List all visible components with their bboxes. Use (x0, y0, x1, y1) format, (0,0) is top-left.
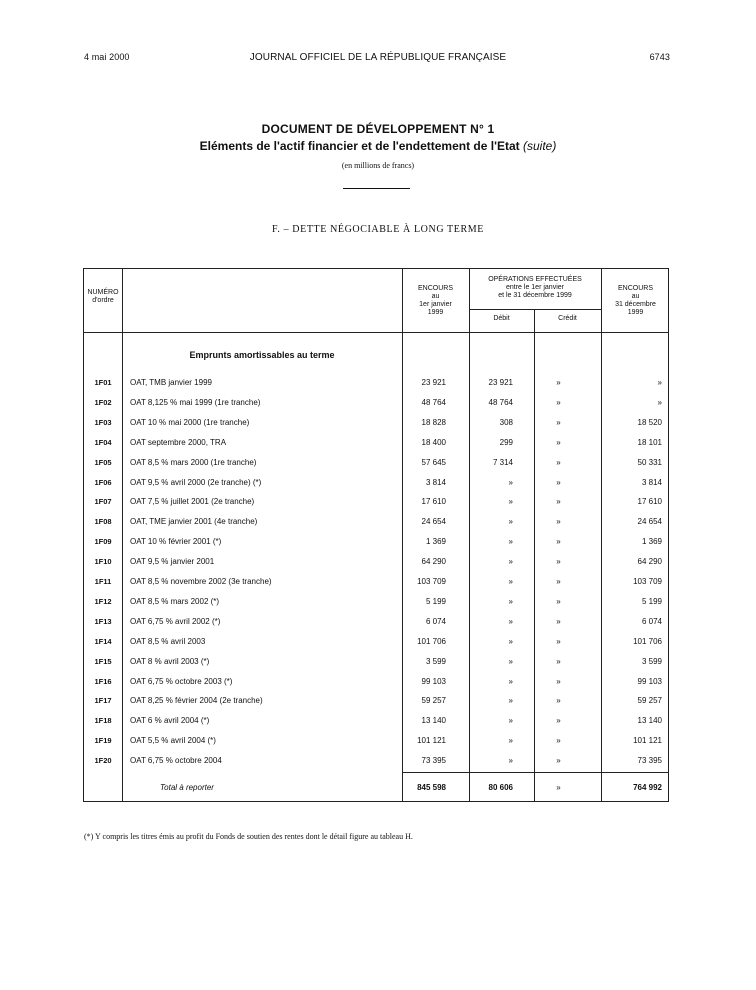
row-debit: 7 314 (492, 458, 513, 467)
row-label (130, 398, 398, 408)
header-operations-line2: entre le 1er janvier (506, 284, 564, 291)
header-date: 4 mai 2000 (84, 52, 130, 62)
row-credit: » (556, 736, 561, 745)
row-encours-debut: 103 709 (417, 577, 446, 586)
row-encours-fin: 101 706 (633, 637, 662, 646)
header-operations-line1: OPÉRATIONS EFFECTUÉES (488, 276, 582, 283)
row-debit: » (508, 617, 513, 626)
row-label (130, 577, 398, 587)
header-credit: Crédit (558, 315, 577, 322)
row-code: 1F11 (94, 577, 112, 586)
row-credit: » (556, 517, 561, 526)
row-debit: » (508, 557, 513, 566)
row-label-text: OAT, TME janvier 2001 (4e tranche) (130, 517, 258, 526)
row-debit: » (508, 577, 513, 586)
row-label-text: OAT 9,5 % avril 2000 (2e tranche) (*) (130, 478, 262, 487)
row-encours-fin: 50 331 (637, 458, 662, 467)
header-numero (84, 289, 122, 305)
row-encours-fin: 59 257 (637, 696, 662, 705)
row-label (130, 557, 398, 567)
row-label-text: OAT 8,5 % mars 2000 (1re tranche) (130, 458, 257, 467)
group-title: Emprunts amortissables au terme (189, 350, 335, 360)
row-label (130, 637, 398, 647)
row-label-text: OAT 10 % février 2001 (*) (130, 537, 222, 546)
row-label (130, 418, 398, 428)
row-label-text: OAT 9,5 % janvier 2001 (130, 557, 215, 566)
row-code: 1F01 (94, 378, 112, 387)
row-debit: » (508, 677, 513, 686)
header-numero-line1: NUMÉRO (87, 289, 119, 296)
row-debit: » (508, 597, 513, 606)
row-label (130, 478, 398, 488)
header-encours-fin-line3: 31 décembre (615, 301, 656, 308)
row-encours-debut: 48 764 (421, 398, 446, 407)
document-subtitle (0, 139, 756, 153)
row-label (130, 657, 398, 667)
row-credit: » (556, 418, 561, 427)
header-encours-fin-line4: 1999 (627, 309, 644, 316)
row-label (130, 438, 398, 448)
row-encours-debut: 99 103 (421, 677, 446, 686)
header-journal-title: JOURNAL OFFICIEL DE LA RÉPUBLIQUE FRANÇAISE (249, 52, 507, 63)
row-label (130, 756, 398, 766)
row-credit: » (556, 398, 561, 407)
row-credit: » (556, 378, 561, 387)
row-label-text: OAT 8,5 % mars 2002 (*) (130, 597, 220, 606)
row-credit: » (556, 497, 561, 506)
row-code: 1F09 (94, 537, 112, 546)
row-credit: » (556, 478, 561, 487)
total-credit: » (556, 783, 561, 792)
row-encours-fin: 73 395 (637, 756, 662, 765)
row-debit: 48 764 (488, 398, 513, 407)
row-label (130, 716, 398, 726)
row-label-text: OAT 6,75 % avril 2002 (*) (130, 617, 221, 626)
row-code: 1F02 (94, 398, 112, 407)
row-credit: » (556, 716, 561, 725)
row-encours-fin: 3 814 (641, 478, 662, 487)
row-encours-debut: 13 140 (421, 716, 446, 725)
row-credit: » (556, 637, 561, 646)
row-encours-fin: 13 140 (637, 716, 662, 725)
row-encours-debut: 101 121 (417, 736, 446, 745)
row-label (130, 617, 398, 627)
row-code: 1F07 (94, 497, 112, 506)
row-credit: » (556, 696, 561, 705)
row-encours-debut: 24 654 (421, 517, 446, 526)
row-encours-fin: » (657, 398, 662, 407)
row-debit: » (508, 537, 513, 546)
row-code: 1F04 (94, 438, 112, 447)
row-debit: 308 (499, 418, 513, 427)
row-encours-debut: 17 610 (421, 497, 446, 506)
total-label (130, 783, 398, 793)
row-label (130, 597, 398, 607)
header-encours-fin (601, 285, 670, 317)
column-rule (122, 269, 123, 801)
column-rule (534, 309, 535, 801)
row-debit: » (508, 517, 513, 526)
row-code: 1F19 (94, 736, 112, 745)
header-subrule (469, 309, 601, 310)
row-label (130, 517, 398, 527)
total-encours-debut: 845 598 (417, 783, 446, 792)
row-encours-fin: 3 599 (641, 657, 662, 666)
row-label-text: OAT 6,75 % octobre 2003 (*) (130, 677, 233, 686)
column-rule (402, 269, 403, 801)
row-code: 1F12 (94, 597, 112, 606)
row-code: 1F20 (94, 756, 112, 765)
row-debit: » (508, 696, 513, 705)
header-encours-fin-line1: ENCOURS (617, 285, 653, 292)
row-code: 1F18 (94, 716, 112, 725)
row-credit: » (556, 677, 561, 686)
row-encours-debut: 3 599 (425, 657, 446, 666)
row-debit: » (508, 736, 513, 745)
row-label-text: OAT 8,25 % février 2004 (2e tranche) (130, 696, 263, 705)
row-label-text: OAT septembre 2000, TRA (130, 438, 227, 447)
header-encours-debut-line2: au (431, 293, 440, 300)
document-title: DOCUMENT DE DÉVELOPPEMENT N° 1 (261, 122, 495, 136)
header-encours-fin-line2: au (631, 293, 640, 300)
row-encours-fin: 18 101 (637, 438, 662, 447)
row-encours-debut: 6 074 (425, 617, 446, 626)
row-debit: » (508, 497, 513, 506)
row-debit: » (508, 657, 513, 666)
row-credit: » (556, 577, 561, 586)
row-credit: » (556, 537, 561, 546)
header-bottom-rule (84, 332, 668, 333)
row-label-text: OAT 10 % mai 2000 (1re tranche) (130, 418, 250, 427)
row-code: 1F15 (94, 657, 112, 666)
header-encours-debut (402, 285, 469, 317)
header-encours-debut-line3: 1er janvier (419, 301, 452, 308)
row-label-text: OAT, TMB janvier 1999 (130, 378, 212, 387)
header-numero-line2: d'ordre (92, 297, 114, 304)
row-debit: » (508, 637, 513, 646)
row-encours-debut: 57 645 (421, 458, 446, 467)
row-encours-fin: 5 199 (641, 597, 662, 606)
row-label (130, 677, 398, 687)
row-encours-debut: 59 257 (421, 696, 446, 705)
subtitle-suffix: (suite) (522, 139, 557, 153)
row-label (130, 497, 398, 507)
header-operations-line3: et le 31 décembre 1999 (498, 292, 572, 299)
row-encours-fin: 64 290 (637, 557, 662, 566)
row-label-text: OAT 8 % avril 2003 (*) (130, 657, 210, 666)
row-encours-debut: 1 369 (425, 537, 446, 546)
row-label (130, 696, 398, 706)
row-encours-fin: 103 709 (633, 577, 662, 586)
column-rule (601, 269, 602, 801)
header-encours-debut-line1: ENCOURS (417, 285, 453, 292)
row-code: 1F14 (94, 637, 112, 646)
row-credit: » (556, 557, 561, 566)
units-note: (en millions de francs) (341, 161, 415, 170)
row-encours-fin: 17 610 (637, 497, 662, 506)
row-credit: » (556, 458, 561, 467)
section-title: F. – DETTE NÉGOCIABLE À LONG TERME (272, 224, 484, 235)
row-encours-debut: 18 400 (421, 438, 446, 447)
total-debit: 80 606 (488, 783, 513, 792)
total-label-text: Total à reporter (130, 783, 215, 792)
total-top-rule (402, 772, 668, 773)
header-operations (469, 276, 601, 300)
row-label (130, 537, 398, 547)
footnote: (*) Y compris les titres émis au profit du Fonds de soutien des rentes dont le détail figure au tableau H. (84, 832, 413, 841)
row-code: 1F08 (94, 517, 112, 526)
header-debit: Débit (493, 315, 510, 322)
row-code: 1F13 (94, 617, 112, 626)
total-encours-fin: 764 992 (633, 783, 662, 792)
row-encours-fin: 6 074 (641, 617, 662, 626)
row-code: 1F16 (94, 677, 112, 686)
row-code: 1F06 (94, 478, 112, 487)
row-label-text: OAT 8,5 % novembre 2002 (3e tranche) (130, 577, 272, 586)
row-code: 1F10 (94, 557, 112, 566)
row-label-text: OAT 6 % avril 2004 (*) (130, 716, 210, 725)
row-encours-debut: 3 814 (425, 478, 446, 487)
column-rule (469, 269, 470, 801)
row-credit: » (556, 756, 561, 765)
separator-rule (343, 188, 410, 189)
row-label-text: OAT 7,5 % juillet 2001 (2e tranche) (130, 497, 255, 506)
row-encours-fin: » (657, 378, 662, 387)
row-encours-fin: 99 103 (637, 677, 662, 686)
row-label-text: OAT 8,125 % mai 1999 (1re tranche) (130, 398, 261, 407)
row-code: 1F03 (94, 418, 112, 427)
row-credit: » (556, 657, 561, 666)
row-debit: 23 921 (488, 378, 513, 387)
row-label-text: OAT 8,5 % avril 2003 (130, 637, 206, 646)
row-debit: » (508, 756, 513, 765)
debt-table (83, 268, 669, 802)
row-code: 1F05 (94, 458, 112, 467)
header-page-number: 6743 (649, 52, 670, 62)
row-label (130, 736, 398, 746)
row-label (130, 458, 398, 468)
row-encours-debut: 101 706 (417, 637, 446, 646)
row-code: 1F17 (94, 696, 112, 705)
row-encours-debut: 64 290 (421, 557, 446, 566)
row-encours-debut: 5 199 (425, 597, 446, 606)
row-debit: » (508, 716, 513, 725)
row-debit: » (508, 478, 513, 487)
row-credit: » (556, 597, 561, 606)
row-encours-debut: 73 395 (421, 756, 446, 765)
header-encours-debut-line4: 1999 (427, 309, 444, 316)
row-encours-fin: 1 369 (641, 537, 662, 546)
row-encours-fin: 101 121 (633, 736, 662, 745)
subtitle-text: Eléments de l'actif financier et de l'endettement de l'Etat (199, 139, 520, 153)
row-encours-fin: 24 654 (637, 517, 662, 526)
row-label (130, 378, 398, 388)
row-label-text: OAT 6,75 % octobre 2004 (130, 756, 222, 765)
row-encours-fin: 18 520 (637, 418, 662, 427)
row-credit: » (556, 438, 561, 447)
row-credit: » (556, 617, 561, 626)
row-debit: 299 (499, 438, 513, 447)
row-label-text: OAT 5,5 % avril 2004 (*) (130, 736, 216, 745)
row-encours-debut: 18 828 (421, 418, 446, 427)
row-encours-debut: 23 921 (421, 378, 446, 387)
